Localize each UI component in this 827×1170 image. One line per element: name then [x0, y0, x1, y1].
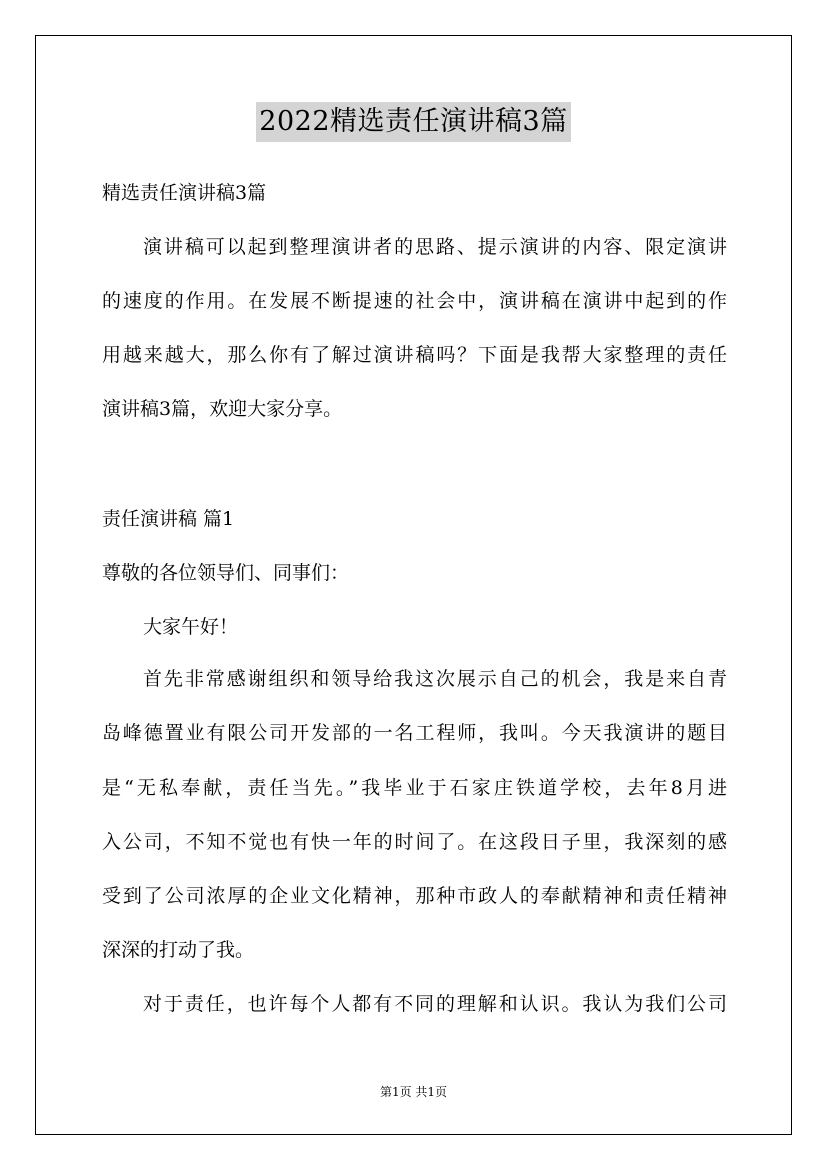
- document-subtitle: 精选责任演讲稿3篇: [102, 182, 267, 204]
- page-footer: 第1页 共1页: [379, 1085, 448, 1099]
- paragraph-line: 深深的打动了我。: [102, 939, 255, 961]
- intro-line: 的速度的作用。在发展不断提速的社会中，演讲稿在演讲中起到的作: [102, 290, 727, 312]
- paragraph-line: 是“无私奉献，责任当先。”我毕业于石家庄铁道学校，去年8月进: [102, 777, 727, 799]
- section-heading: 责任演讲稿 篇1: [102, 508, 235, 530]
- paragraph-line: 对于责任，也许每个人都有不同的理解和认识。我认为我们公司: [143, 993, 727, 1015]
- greeting: 大家午好！: [143, 616, 239, 638]
- paragraph-line: 受到了公司浓厚的企业文化精神，那种市政人的奉献精神和责任精神: [102, 885, 727, 907]
- paragraph-line: 岛峰德置业有限公司开发部的一名工程师，我叫。今天我演讲的题目: [102, 722, 727, 744]
- title-container: [0, 102, 827, 142]
- salutation: 尊敬的各位领导们、同事们：: [102, 562, 350, 584]
- paragraph-line: 首先非常感谢组织和领导给我这次展示自己的机会，我是来自青: [143, 668, 727, 690]
- paragraph-line: 入公司，不知不觉也有快一年的时间了。在这段日子里，我深刻的感: [102, 831, 727, 853]
- document-title: 2022精选责任演讲稿3篇: [256, 102, 570, 142]
- intro-line: 演讲稿3篇，欢迎大家分享。: [102, 398, 343, 420]
- intro-line: 演讲稿可以起到整理演讲者的思路、提示演讲的内容、限定演讲: [143, 236, 727, 258]
- intro-line: 用越来越大，那么你有了解过演讲稿吗？下面是我帮大家整理的责任: [102, 344, 727, 366]
